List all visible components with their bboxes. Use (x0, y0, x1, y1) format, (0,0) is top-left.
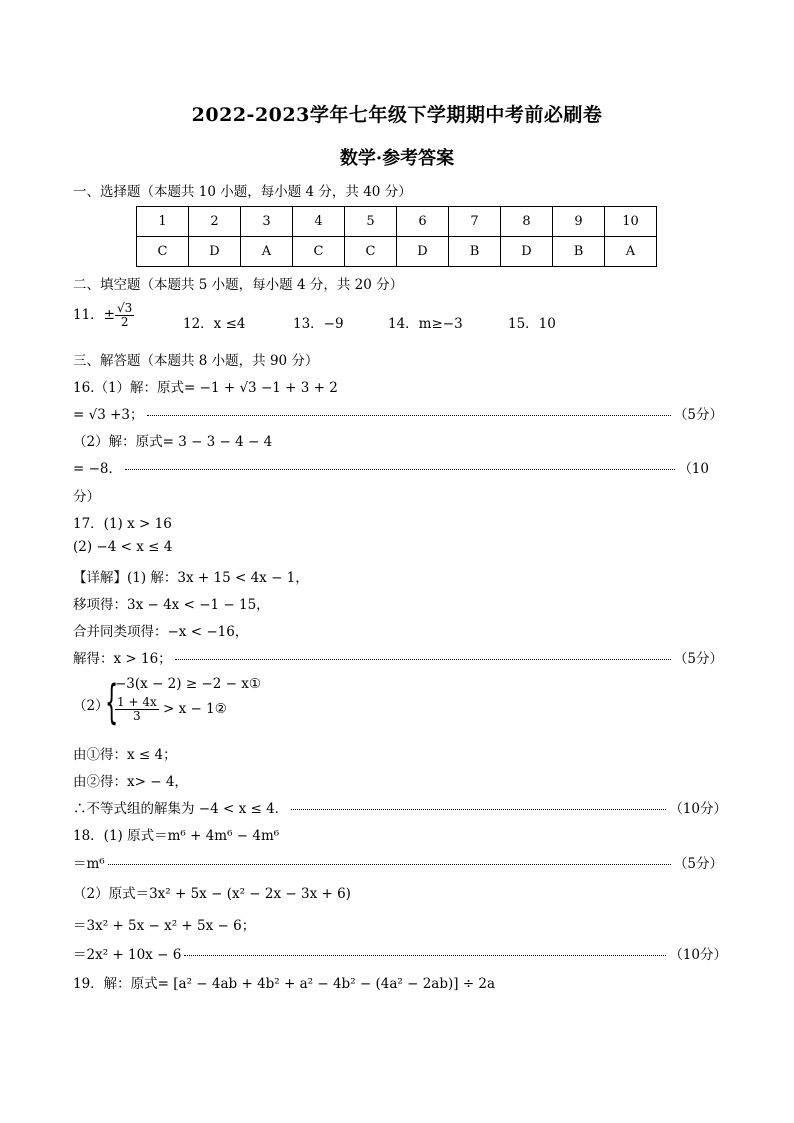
system-equation-1: −3(x − 2) ≥ −2 − x① (115, 676, 261, 692)
table-cell: 4 (293, 207, 345, 237)
system-equation-2 (115, 696, 227, 723)
table-cell: 3 (241, 207, 293, 237)
fraction (115, 302, 134, 329)
q17-detail-4 (73, 647, 723, 667)
fraction-numerator: 1 + 4x (117, 695, 157, 709)
table-cell: 8 (501, 207, 553, 237)
q17-detail-3: 合并同类项得：−x < −16， (73, 624, 249, 640)
fraction (115, 696, 159, 723)
fill-q14: 14．m≥−3 (388, 316, 463, 332)
q16-line-4-text: = −8． (73, 461, 123, 477)
table-cell: A (241, 237, 293, 267)
section-answer-heading: 三、解答题（本题共 8 小题，共 90 分） (73, 353, 319, 369)
q17-detail-5: 由①得：x ≤ 4； (73, 747, 177, 763)
score-label: （5分） (673, 407, 723, 423)
fraction-denominator: 3 (133, 709, 141, 724)
left-brace-icon: { (105, 675, 119, 729)
score-label: （10分） (669, 801, 727, 817)
q18-line-5 (73, 943, 727, 963)
answer-table-answer-row (137, 237, 657, 267)
q16-line-3: （2）解：原式= 3 − 3 − 4 − 4 (73, 434, 273, 450)
answer-table-number-row (137, 207, 657, 237)
fill-q11 (73, 302, 134, 329)
q18-line-1: 18．(1) 原式＝m⁶ + 4m⁶ − 4m⁶ (73, 828, 280, 844)
score-label: （10分） (669, 947, 727, 963)
q17-detail-4-text: 解得：x > 16； (73, 651, 172, 667)
q16-line-2-text: = √3 +3； (73, 407, 144, 423)
table-cell: 7 (449, 207, 501, 237)
dot-leader (125, 469, 675, 470)
table-cell: C (137, 237, 189, 267)
fraction-numerator: √3 (117, 301, 133, 315)
q19-line-1: 19．解：原式= [a² − 4ab + 4b² + a² − 4b² − (4a² − 2ab)] ÷ 2a (73, 976, 496, 992)
q17-detail-7-text: ∴不等式组的解集为 −4 < x ≤ 4． (73, 801, 289, 817)
q17-detail-7 (73, 797, 727, 817)
page-title: 2022-2023学年七年级下学期期中考前必刷卷 (191, 104, 603, 126)
q17-answer-2: (2) −4 < x ≤ 4 (73, 539, 173, 555)
dot-leader (147, 415, 671, 416)
q18-line-2-text: ＝m⁶ (73, 856, 105, 872)
table-cell: 10 (605, 207, 657, 237)
table-cell: 6 (397, 207, 449, 237)
system-label: （2） (73, 698, 109, 714)
table-cell: C (345, 237, 397, 267)
q18-line-3: （2）原式＝3x² + 5x − (x² − 2x − 3x + 6) (73, 886, 351, 902)
fraction-denominator: 2 (120, 315, 129, 330)
system-equation-2-rest: > x − 1② (163, 701, 227, 718)
q17-detail-2: 移项得：3x − 4x < −1 − 15， (73, 597, 270, 613)
dot-leader (184, 955, 666, 956)
q17-detail-6: 由②得：x> − 4， (73, 774, 188, 790)
dot-leader (108, 864, 671, 865)
table-cell: A (605, 237, 657, 267)
table-cell: 9 (553, 207, 605, 237)
section-fill-heading: 二、填空题（本题共 5 小题，每小题 4 分，共 20 分） (73, 277, 404, 293)
q18-line-5-text: ＝2x² + 10x − 6 (73, 947, 182, 963)
table-cell: B (449, 237, 501, 267)
table-cell: D (501, 237, 553, 267)
fill-q12: 12．x ≤4 (183, 316, 246, 332)
table-cell: C (293, 237, 345, 267)
table-cell: 5 (345, 207, 397, 237)
dot-leader (175, 659, 671, 660)
score-label: （5分） (673, 651, 723, 667)
score-label: （5分） (673, 856, 723, 872)
q16-line-5: 分） (73, 489, 100, 505)
table-cell: B (553, 237, 605, 267)
fill-q11-label: 11．± (73, 307, 115, 324)
fill-q13: 13．−9 (293, 316, 344, 332)
q18-line-4: ＝3x² + 5x − x² + 5x − 6； (73, 918, 256, 934)
score-label: （10 (678, 461, 709, 477)
dot-leader (291, 809, 666, 810)
table-cell: 2 (189, 207, 241, 237)
table-cell: 1 (137, 207, 189, 237)
q17-detail-1: 【详解】(1) 解：3x + 15 < 4x − 1， (73, 570, 309, 586)
q16-line-1: 16.（1）解：原式= −1 + √3 −1 + 3 + 2 (73, 380, 338, 396)
section-choice-heading: 一、选择题（本题共 10 小题，每小题 4 分，共 40 分） (73, 184, 412, 200)
table-cell: D (397, 237, 449, 267)
answer-table (136, 206, 657, 267)
q17-answer-1: 17．(1) x > 16 (73, 516, 172, 532)
q18-line-2 (73, 852, 723, 872)
q16-line-4 (73, 457, 709, 477)
page-subtitle: 数学·参考答案 (339, 148, 455, 169)
q16-line-2 (73, 403, 723, 423)
table-cell: D (189, 237, 241, 267)
fill-q15: 15．10 (508, 316, 556, 332)
